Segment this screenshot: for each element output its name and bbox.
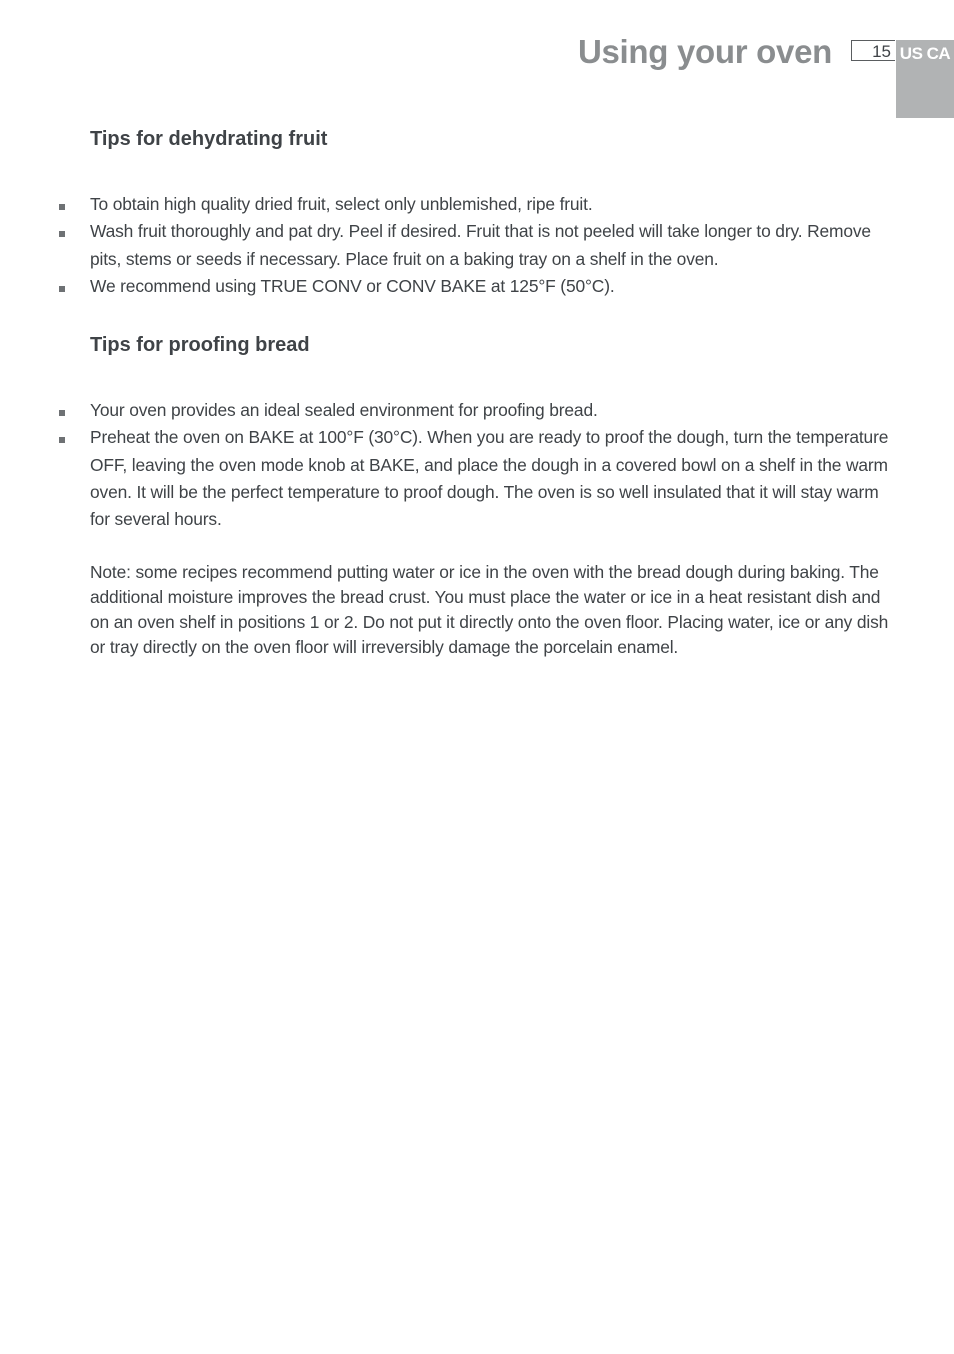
list-item-text: We recommend using TRUE CONV or CONV BAKE at 125°F (50°C). bbox=[90, 275, 615, 296]
proofing-heading: Tips for proofing bread bbox=[90, 334, 310, 356]
bullet-icon bbox=[59, 231, 65, 237]
bullet-icon bbox=[59, 204, 65, 210]
page-number: 15 bbox=[872, 42, 891, 61]
bullet-icon bbox=[59, 286, 65, 292]
list-item-text: Preheat the oven on BAKE at 100°F (30°C). When you are ready to proof the dough, turn the temperature OFF, leaving the oven mode knob at BAKE, and place the dough in a covered bowl on a shelf in the warm oven. It will be the perfect temperature to proof dough. The oven is so well insulated that it will stay warm for several hours. bbox=[90, 427, 889, 530]
page-title: Using your oven bbox=[577, 33, 832, 70]
proofing-note: Note: some recipes recommend putting water or ice in the oven with the bread dough during baking. The additional moisture improves the bread crust. You must place the water or ice in a heat resistant dish and on an oven shelf in positions 1 or 2. Do not put it directly onto the oven floor. Placing water, ice or any dish or tray directly on the oven floor will irreversibly damage the porcelain enamel. bbox=[90, 562, 889, 658]
dehydrating-list bbox=[90, 191, 900, 300]
dehydrating-section bbox=[90, 125, 900, 300]
bullet-icon bbox=[59, 437, 65, 443]
dehydrating-heading: Tips for dehydrating fruit bbox=[90, 128, 328, 150]
region-label: US CA bbox=[899, 44, 951, 63]
proofing-section bbox=[90, 331, 900, 660]
list-item-text: To obtain high quality dried fruit, select only unblemished, ripe fruit. bbox=[90, 194, 593, 214]
page-number-box bbox=[851, 40, 895, 61]
region-tab bbox=[896, 40, 954, 118]
list-item bbox=[90, 397, 900, 424]
list-item-text: Wash fruit thoroughly and pat dry. Peel if desired. Fruit that is not peeled will take longer to dry. Remove pits, stems or seeds if necessary. Place fruit on a baking tray on a shelf in the oven. bbox=[90, 221, 871, 269]
bullet-icon bbox=[59, 410, 65, 416]
list-item bbox=[90, 218, 900, 273]
list-item-text: Your oven provides an ideal sealed environment for proofing bread. bbox=[90, 400, 598, 420]
list-item bbox=[90, 191, 900, 218]
list-item bbox=[90, 273, 900, 300]
list-item bbox=[90, 424, 900, 533]
proofing-list bbox=[90, 397, 900, 533]
